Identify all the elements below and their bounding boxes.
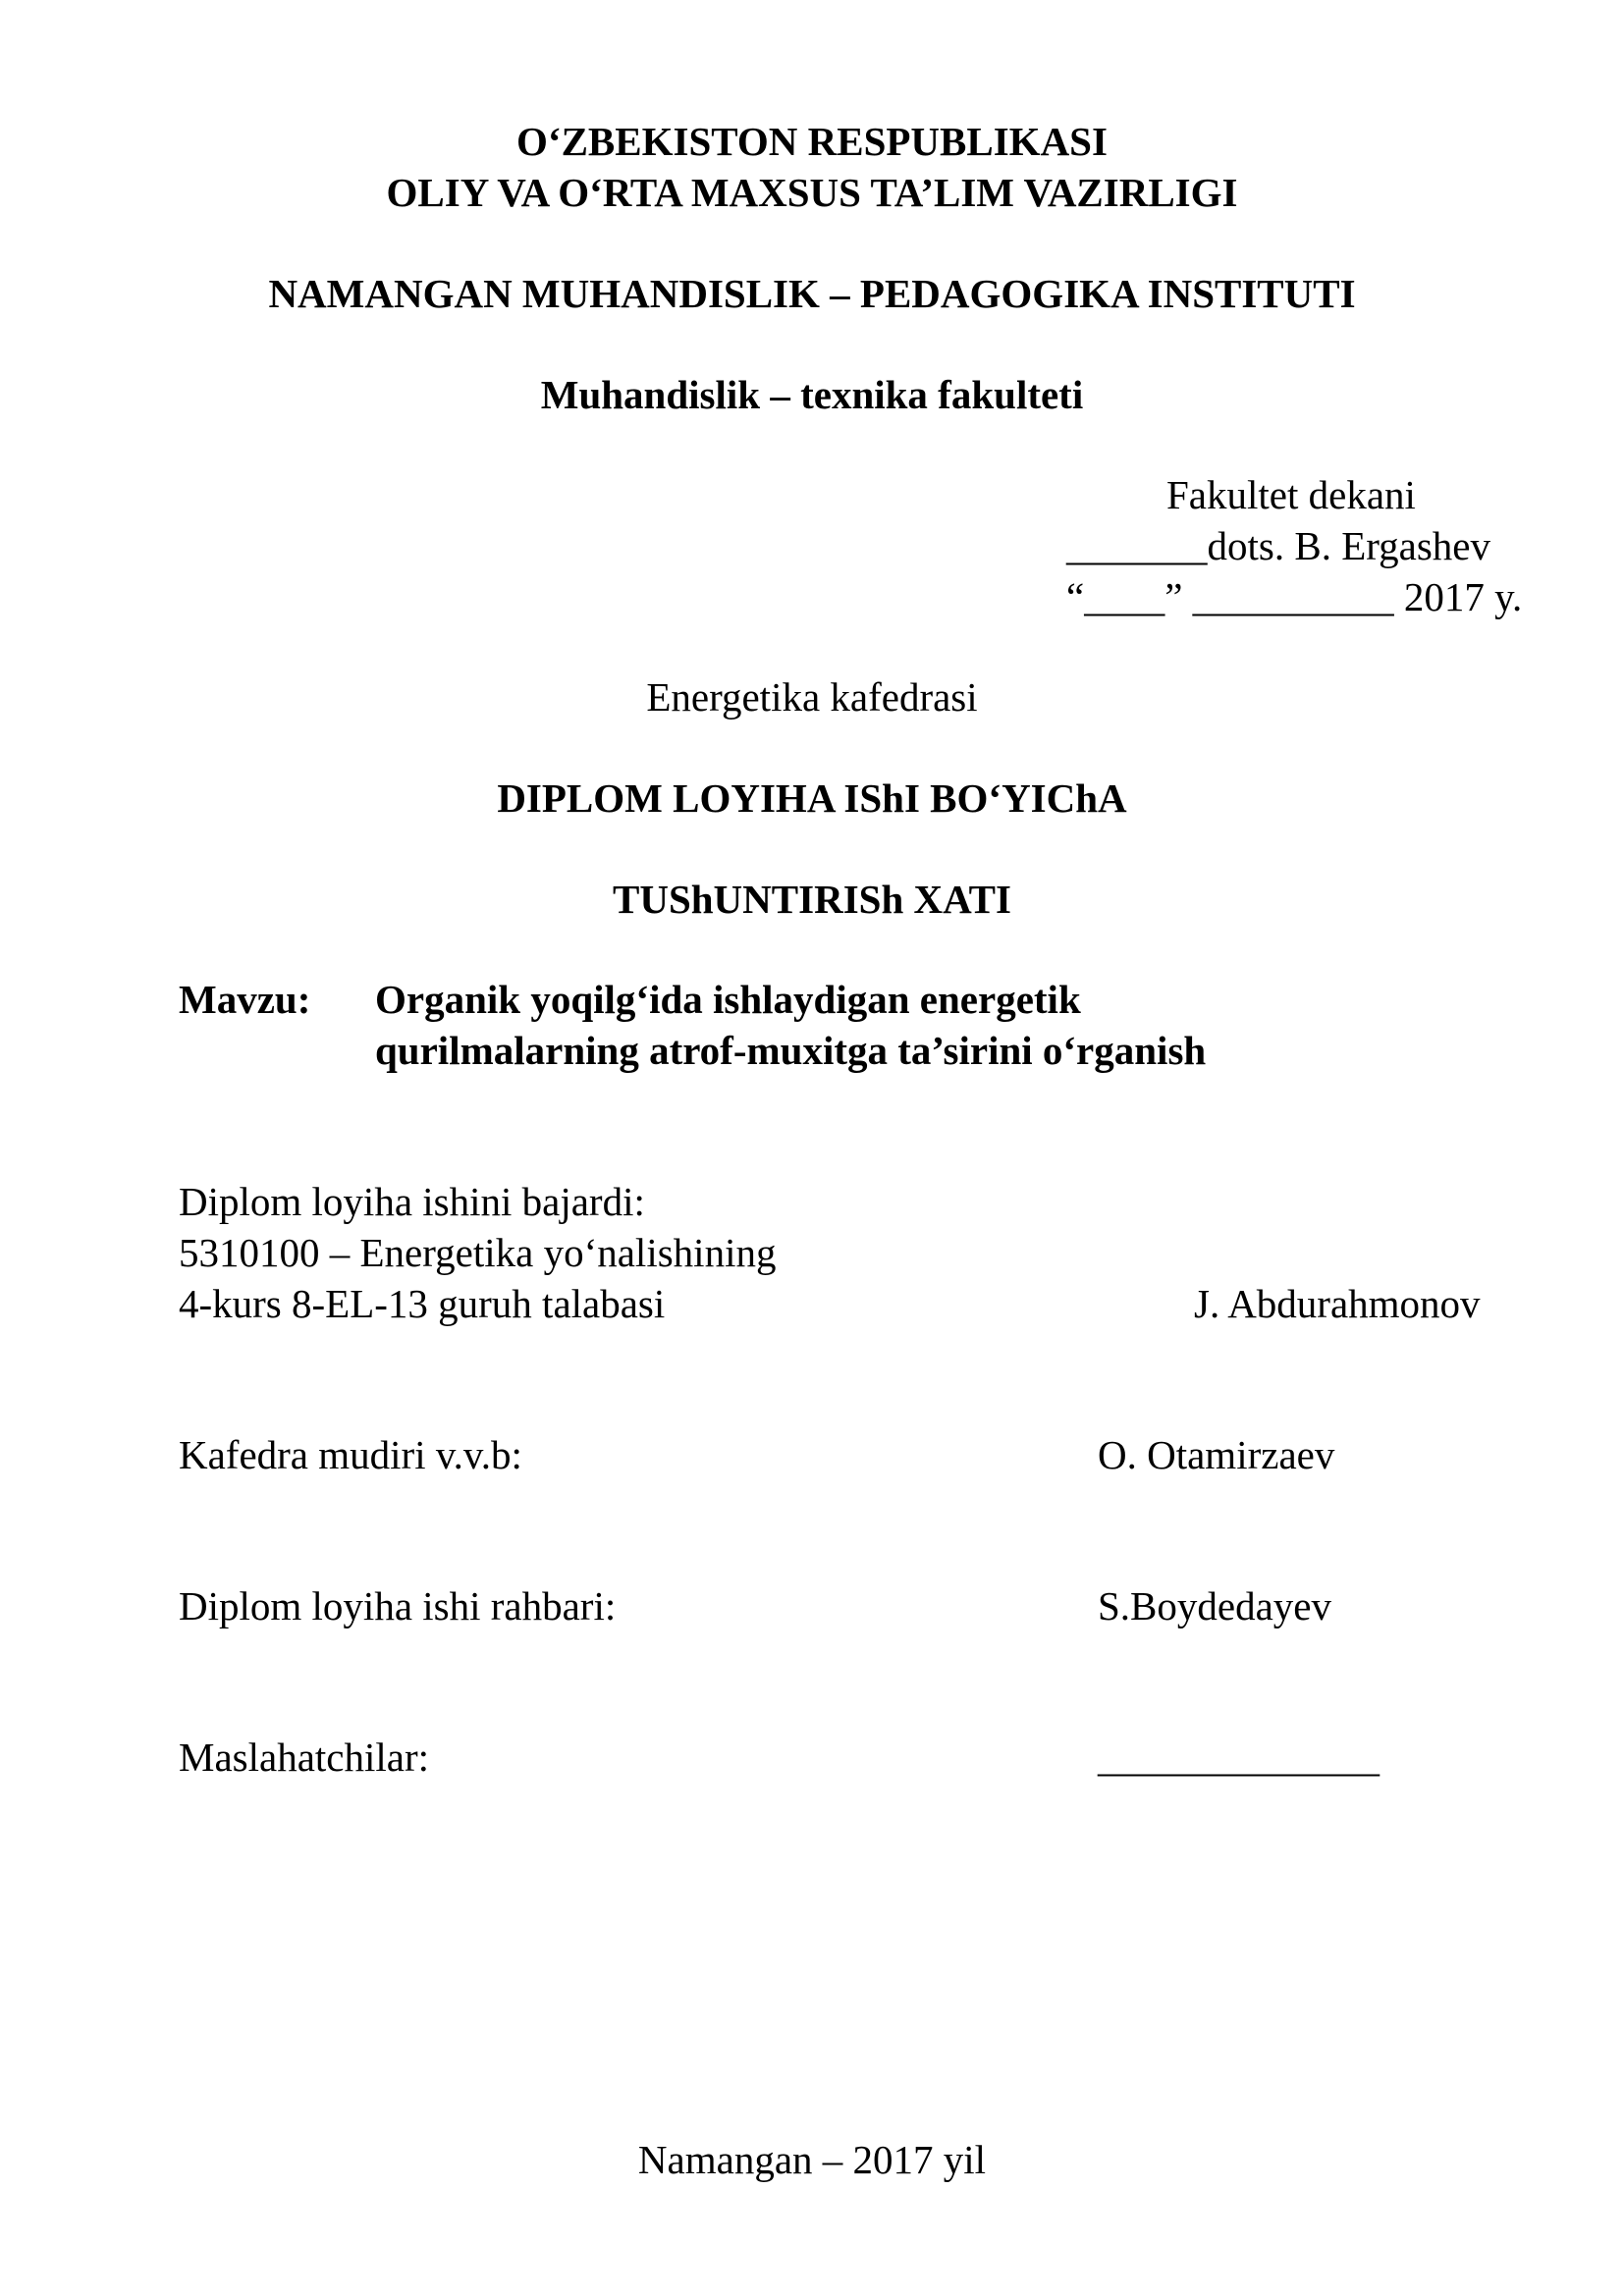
faculty-name: Muhandislik – texnika fakulteti	[540, 372, 1084, 417]
document-title: DIPLOM LOYIHA IShI BO‘YIChA	[497, 775, 1127, 821]
consultants-label: Maslahatchilar:	[179, 1735, 430, 1780]
consultants-signature-line: ______________	[1098, 1735, 1380, 1780]
topic-line-2: qurilmalarning atrof-muxitga ta’sirini o‘rganish	[375, 1028, 1207, 1073]
head-of-department-name: O. Otamirzaev	[1098, 1432, 1335, 1477]
student-line-3: 4-kurs 8-EL-13 guruh talabasi	[179, 1281, 666, 1326]
topic-line-1: Organik yoqilg‘ida ishlaydigan energetik	[375, 977, 1081, 1022]
student-line-1: Diplom loyiha ishini bajardi:	[179, 1179, 645, 1224]
student-name: J. Abdurahmonov	[1194, 1281, 1481, 1326]
footer-place-year: Namangan – 2017 yil	[637, 2137, 987, 2182]
institute-name: NAMANGAN MUHANDISLIK – PEDAGOGIKA INSTITUTI	[268, 271, 1356, 316]
ministry-country-line: O‘ZBEKISTON RESPUBLIKASI	[516, 119, 1108, 164]
document-subtitle: TUShUNTIRISh XATI	[613, 877, 1011, 922]
ministry-name-line: OLIY VA O‘RTA MAXSUS TA’LIM VAZIRLIGI	[386, 170, 1238, 215]
student-line-2: 5310100 – Energetika yo‘nalishining	[179, 1230, 777, 1275]
approval-signature: _______dots. B. Ergashev	[1066, 523, 1491, 568]
approval-date: “____” __________ 2017 y.	[1066, 574, 1523, 619]
supervisor-name: S.Boydedayev	[1098, 1583, 1331, 1629]
supervisor-label: Diplom loyiha ishi rahbari:	[179, 1583, 617, 1629]
department-name: Energetika kafedrasi	[646, 674, 978, 720]
topic-label: Mavzu:	[179, 977, 311, 1022]
approval-title: Fakultet dekani	[1166, 472, 1416, 517]
head-of-department-label: Kafedra mudiri v.v.b:	[179, 1432, 522, 1477]
